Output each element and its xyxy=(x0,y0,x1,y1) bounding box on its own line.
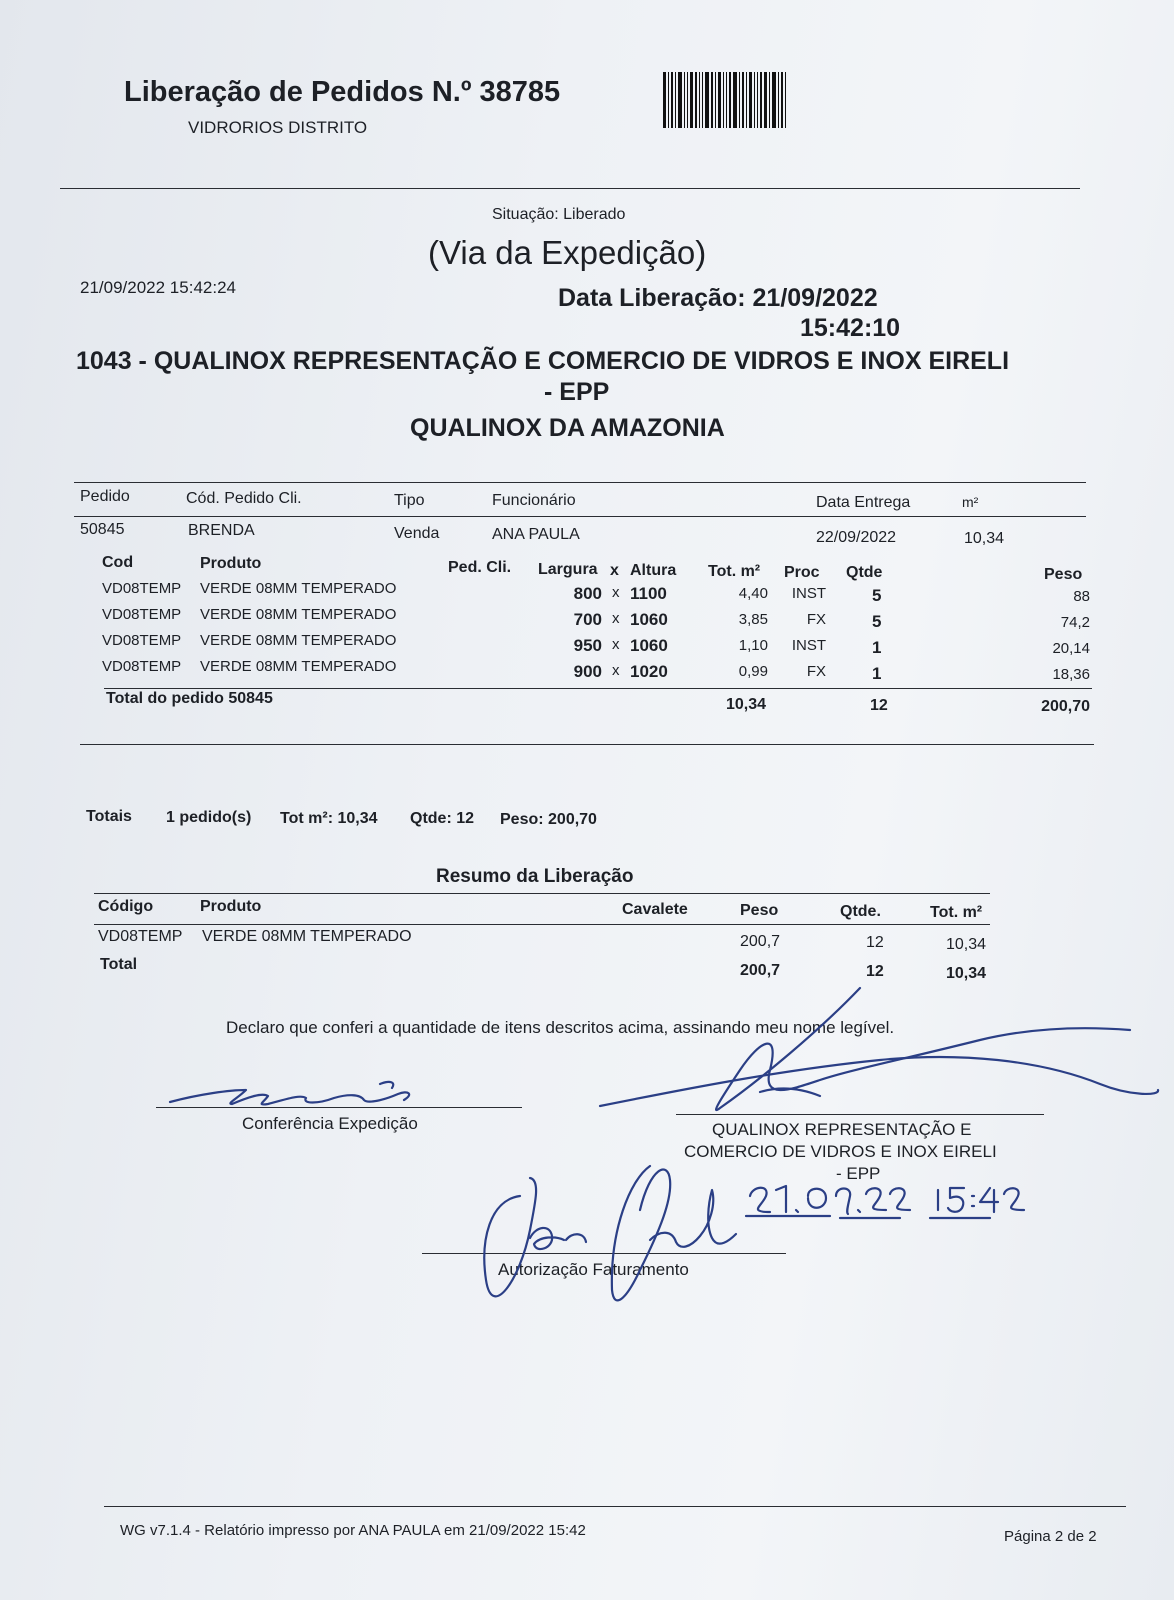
order-total-qtde: 12 xyxy=(870,697,888,714)
items-col-produto: Produto xyxy=(200,555,262,572)
summary-total-qtde: 12 xyxy=(866,963,884,980)
item-largura: 800 xyxy=(573,584,602,603)
totals-pedidos: 1 pedido(s) xyxy=(166,809,252,826)
via-label: (Via da Expedição) xyxy=(428,234,707,271)
item-cod: VD08TEMP xyxy=(102,658,182,675)
items-col-cod: Cod xyxy=(102,554,134,571)
items-col-proc: Proc xyxy=(784,564,820,581)
printed-datetime: 21/09/2022 15:42:24 xyxy=(80,278,236,297)
item-proc: FX xyxy=(806,611,826,628)
item-totm2: 1,10 xyxy=(738,637,768,654)
order-m2: 10,34 xyxy=(964,530,1005,547)
col-data-entrega: Data Entrega xyxy=(816,494,911,511)
footer-printed-by: WG v7.1.4 - Relatório impresso por ANA PAULA em 21/09/2022 15:42 xyxy=(120,1522,586,1539)
summary-row-produto: VERDE 08MM TEMPERADO xyxy=(202,928,412,945)
item-x: x xyxy=(612,584,620,601)
item-x: x xyxy=(612,636,620,653)
item-qtde: 5 xyxy=(872,612,882,631)
client-name-suffix: - EPP xyxy=(544,378,610,406)
item-peso: 88 xyxy=(1073,588,1090,605)
release-time: 15:42:10 xyxy=(800,314,901,342)
totals-m2: Tot m²: 10,34 xyxy=(280,810,378,827)
item-produto: VERDE 08MM TEMPERADO xyxy=(200,606,397,623)
document-title: Liberação de Pedidos N.º 38785 xyxy=(124,76,561,108)
order-type: Venda xyxy=(394,525,440,542)
footer-page-number: Página 2 de 2 xyxy=(1004,1528,1097,1545)
item-proc: INST xyxy=(791,585,826,602)
item-qtde: 5 xyxy=(872,586,882,605)
summary-title: Resumo da Liberação xyxy=(436,866,634,887)
items-col-x: x xyxy=(610,562,619,579)
item-cod: VD08TEMP xyxy=(102,632,182,649)
client-signature-label-3: - EPP xyxy=(836,1164,881,1183)
summary-col-peso: Peso xyxy=(740,902,779,919)
item-altura: 1060 xyxy=(630,636,668,655)
item-totm2: 4,40 xyxy=(738,585,768,602)
items-col-totm2: Tot. m² xyxy=(708,563,761,580)
declaration-text: Declaro que conferi a quantidade de itens descritos acima, assinando meu nome legível. xyxy=(226,1018,895,1037)
item-cod: VD08TEMP xyxy=(102,606,182,623)
col-pedido: Pedido xyxy=(80,488,130,505)
item-proc: INST xyxy=(791,637,826,654)
item-altura: 1060 xyxy=(630,610,668,629)
item-largura: 700 xyxy=(573,610,602,629)
items-col-pedcli: Ped. Cli. xyxy=(448,559,512,576)
order-number: 50845 xyxy=(80,521,125,538)
item-proc: FX xyxy=(806,663,826,680)
situation-label: Situação: Liberado xyxy=(492,206,626,223)
company-name: VIDRORIOS DISTRITO xyxy=(188,118,368,137)
item-produto: VERDE 08MM TEMPERADO xyxy=(200,632,397,649)
summary-total-totm2: 10,34 xyxy=(946,965,987,982)
items-col-altura: Altura xyxy=(630,562,677,579)
items-col-largura: Largura xyxy=(538,561,598,578)
items-col-peso: Peso xyxy=(1044,566,1083,583)
totals-qtde: Qtde: 12 xyxy=(410,810,475,827)
item-altura: 1100 xyxy=(630,584,667,603)
summary-row-qtde: 12 xyxy=(866,934,884,951)
summary-col-qtde: Qtde. xyxy=(840,903,881,920)
item-x: x xyxy=(612,610,620,627)
client-order-code: BRENDA xyxy=(188,522,255,539)
items-col-qtde: Qtde xyxy=(846,564,883,581)
item-produto: VERDE 08MM TEMPERADO xyxy=(200,658,397,675)
col-tipo: Tipo xyxy=(394,492,425,509)
summary-col-codigo: Código xyxy=(98,898,154,915)
col-m2: m² xyxy=(962,494,979,510)
item-altura: 1020 xyxy=(630,662,668,681)
item-totm2: 3,85 xyxy=(738,611,768,628)
order-total-label: Total do pedido 50845 xyxy=(106,690,273,707)
client-fantasy-name: QUALINOX DA AMAZONIA xyxy=(410,414,725,442)
client-signature-label-1: QUALINOX REPRESENTAÇÃO E xyxy=(712,1120,972,1139)
totals-peso: Peso: 200,70 xyxy=(500,811,597,828)
item-peso: 18,36 xyxy=(1052,666,1090,683)
expedicao-signature-label: Conferência Expedição xyxy=(242,1114,418,1133)
item-produto: VERDE 08MM TEMPERADO xyxy=(200,580,397,597)
client-signature-label-2: COMERCIO DE VIDROS E INOX EIRELI xyxy=(684,1142,997,1161)
item-x: x xyxy=(612,662,620,679)
summary-col-cavalete: Cavalete xyxy=(622,901,688,918)
client-name: 1043 - QUALINOX REPRESENTAÇÃO E COMERCIO DE VIDROS E INOX EIRELI xyxy=(76,347,1010,375)
footer-rule xyxy=(104,1506,1126,1507)
employee: ANA PAULA xyxy=(492,526,580,543)
col-cod-pedido-cli: Cód. Pedido Cli. xyxy=(186,490,302,507)
summary-row-peso: 200,7 xyxy=(740,933,781,950)
col-funcionario: Funcionário xyxy=(492,492,576,509)
summary-total-label: Total xyxy=(100,956,138,973)
item-qtde: 1 xyxy=(872,638,882,657)
summary-row-totm2: 10,34 xyxy=(946,936,987,953)
item-peso: 20,14 xyxy=(1052,640,1090,657)
faturamento-signature-label: Autorização Faturamento xyxy=(498,1260,689,1279)
item-cod: VD08TEMP xyxy=(102,580,182,597)
item-totm2: 0,99 xyxy=(738,663,768,680)
order-total-peso: 200,70 xyxy=(1041,698,1090,715)
item-peso: 74,2 xyxy=(1060,614,1090,631)
summary-col-totm2: Tot. m² xyxy=(930,904,983,921)
order-total-m2: 10,34 xyxy=(726,696,767,713)
item-largura: 900 xyxy=(573,662,602,681)
item-qtde: 1 xyxy=(872,664,882,683)
summary-row-codigo: VD08TEMP xyxy=(98,928,183,945)
release-date: Data Liberação: 21/09/2022 xyxy=(558,284,878,312)
totals-label: Totais xyxy=(86,808,132,825)
item-largura: 950 xyxy=(573,636,602,655)
delivery-date: 22/09/2022 xyxy=(816,529,897,546)
summary-total-peso: 200,7 xyxy=(740,962,781,979)
summary-col-produto: Produto xyxy=(200,898,262,915)
